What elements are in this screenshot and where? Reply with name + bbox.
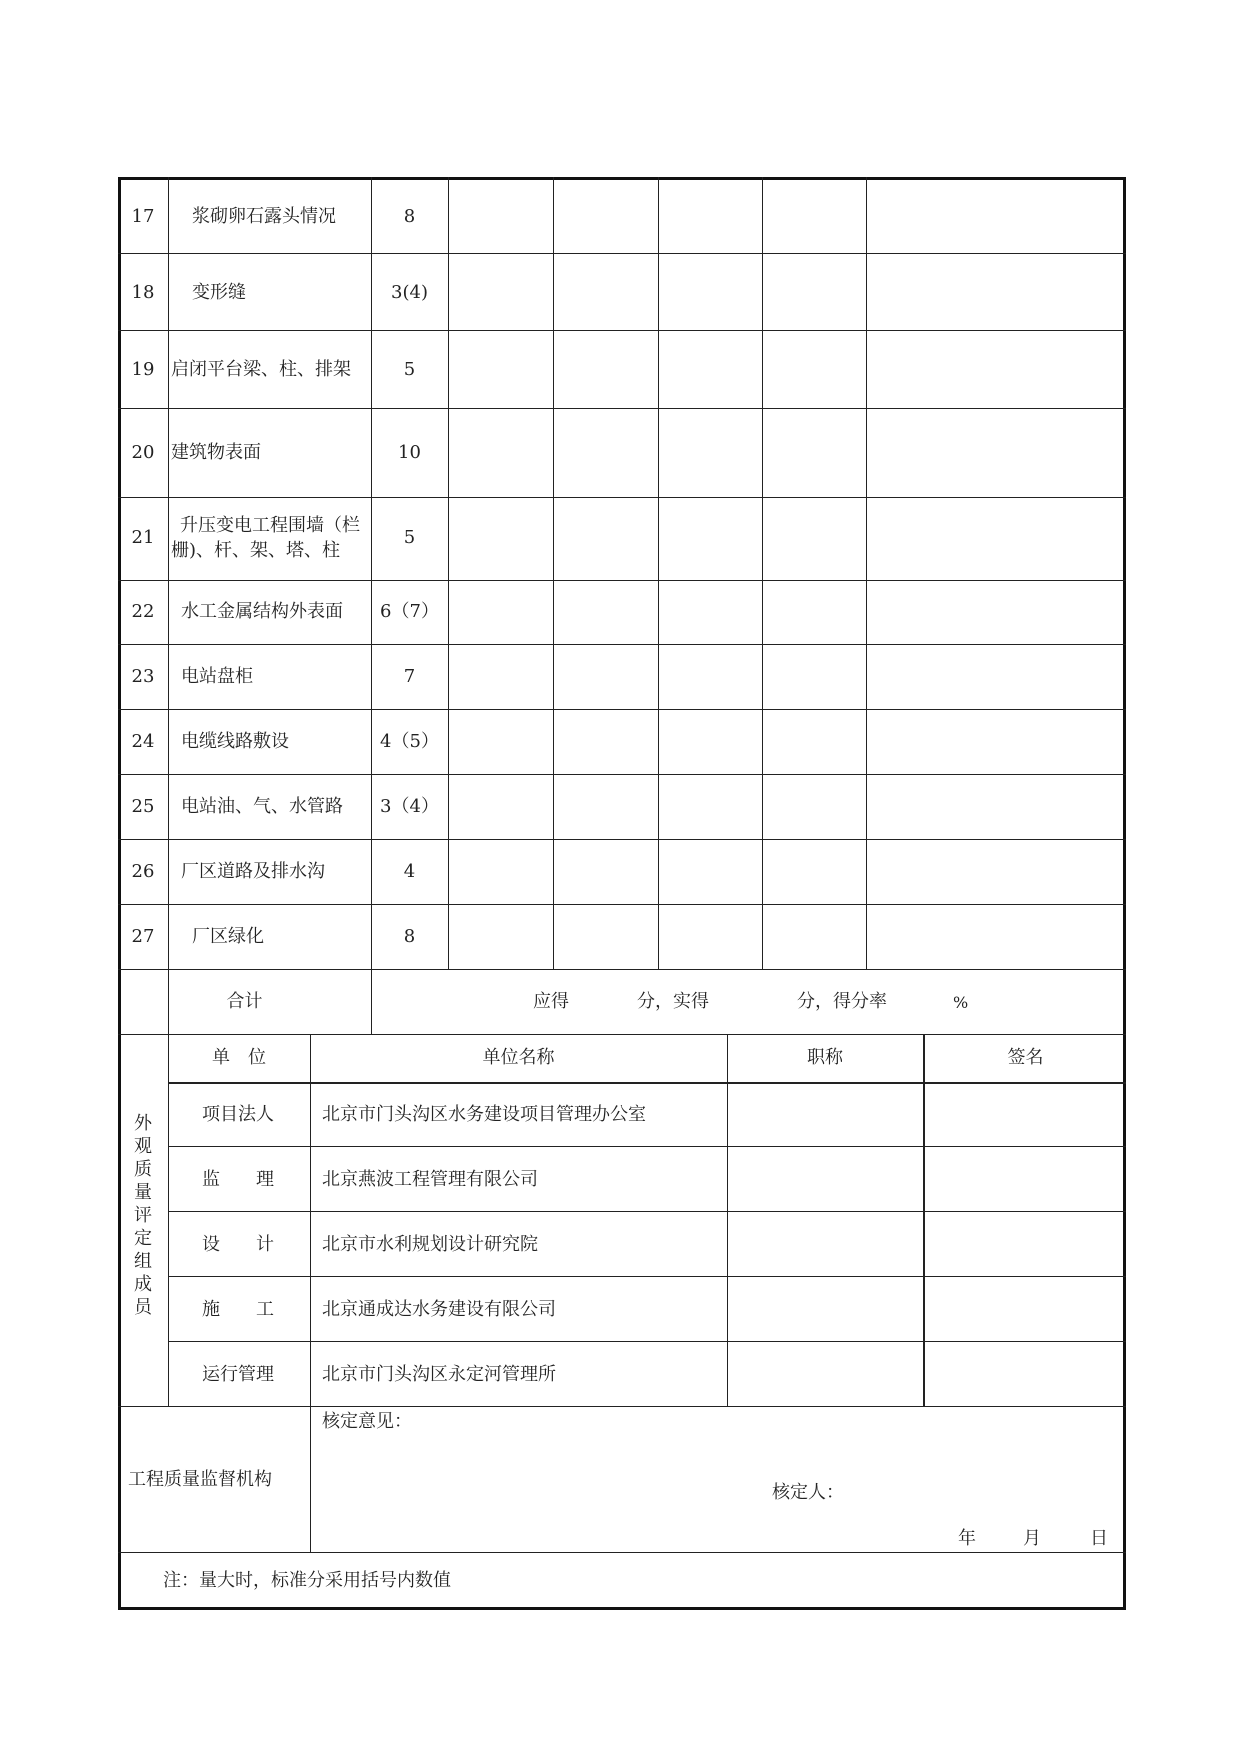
opinion-label: 核定意见：: [322, 1411, 412, 1432]
row-21-score: 5: [403, 527, 416, 548]
member-unit-name: 北京市门头沟区永定河管理所: [322, 1364, 556, 1385]
row-25-item: 电站油、气、水管路: [181, 796, 343, 817]
row-20-score: 10: [398, 442, 421, 463]
row-24-number: 24: [131, 731, 155, 752]
date-month: 月: [1023, 1528, 1041, 1549]
member-unit-name: 北京通成达水务建设有限公司: [322, 1299, 556, 1320]
row-19-item: 启闭平台梁、柱、排架: [171, 359, 351, 380]
total-should-get: 应得: [533, 991, 569, 1012]
footnote: 注：量大时，标准分采用括号内数值: [163, 1570, 451, 1591]
header-unit-name: 单位名称: [482, 1047, 555, 1068]
row-18-number: 18: [131, 282, 155, 303]
form-frame: [118, 177, 1126, 1610]
header-unit: 单 位: [212, 1047, 266, 1068]
header-signature: 签名: [1007, 1047, 1044, 1068]
committee-side-label: 外观质量评定组成员: [134, 1113, 152, 1318]
row-21-item-line1: 升压变电工程围墙（栏: [180, 515, 360, 536]
row-23-score: 7: [403, 666, 416, 687]
total-rate: 分，得分率: [797, 991, 887, 1012]
row-19-score: 5: [403, 359, 416, 380]
total-actual: 分，实得: [637, 991, 709, 1012]
row-18-score: 3(4): [391, 282, 428, 303]
row-22-number: 22: [131, 601, 155, 622]
row-20-number: 20: [131, 442, 155, 463]
row-23-number: 23: [131, 666, 155, 687]
member-role: 设 计: [202, 1234, 274, 1255]
total-label: 合计: [226, 991, 263, 1012]
supervision-label: 工程质量监督机构: [128, 1469, 272, 1490]
row-18-item: 变形缝: [192, 282, 246, 303]
row-24-score: 4（5）: [380, 731, 439, 752]
member-role: 运行管理: [202, 1364, 274, 1385]
row-25-score: 3（4）: [380, 796, 439, 817]
member-unit-name: 北京市门头沟区水务建设项目管理办公室: [322, 1104, 646, 1125]
row-22-item: 水工金属结构外表面: [181, 601, 343, 622]
row-20-item: 建筑物表面: [171, 442, 261, 463]
row-23-item: 电站盘柜: [181, 666, 253, 687]
row-27-number: 27: [131, 926, 155, 947]
row-26-score: 4: [403, 861, 416, 882]
date-day: 日: [1090, 1528, 1108, 1549]
header-title: 职称: [807, 1047, 843, 1068]
member-role: 施 工: [202, 1299, 274, 1320]
row-17-score: 8: [403, 206, 416, 227]
row-25-number: 25: [131, 796, 155, 817]
row-24-item: 电缆线路敷设: [181, 731, 289, 752]
member-role: 项目法人: [202, 1104, 274, 1125]
row-26-item: 厂区道路及排水沟: [181, 861, 325, 882]
approver-label: 核定人：: [772, 1482, 844, 1503]
row-22-score: 6（7）: [380, 601, 439, 622]
row-21-item-line2: 栅)、杆、架、塔、柱: [171, 540, 341, 561]
row-17-number: 17: [131, 206, 155, 227]
row-27-score: 8: [403, 926, 416, 947]
total-percent: %: [953, 993, 969, 1012]
date-year: 年: [958, 1528, 976, 1549]
row-27-item: 厂区绿化: [192, 926, 264, 947]
row-26-number: 26: [131, 861, 155, 882]
member-unit-name: 北京燕波工程管理有限公司: [322, 1169, 538, 1190]
row-17-item: 浆砌卵石露头情况: [192, 206, 336, 227]
member-unit-name: 北京市水利规划设计研究院: [322, 1234, 538, 1255]
member-role: 监 理: [202, 1169, 274, 1190]
row-19-number: 19: [131, 359, 155, 380]
row-21-number: 21: [131, 527, 155, 548]
